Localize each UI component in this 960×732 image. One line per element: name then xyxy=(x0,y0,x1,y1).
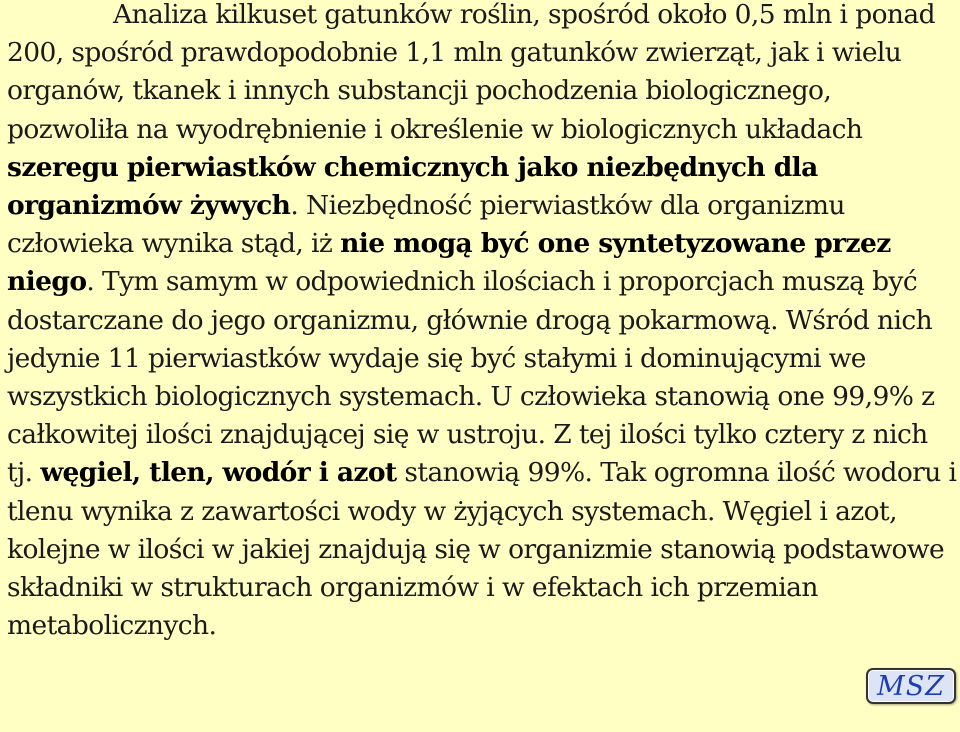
body-paragraph xyxy=(7,0,957,645)
bold-not-synthesized: nie mogą być one syntetyzowane przez niego xyxy=(7,228,891,298)
text-segment-4: stanowią 99%. Tak ogromna ilość wodoru i tlenu wynika z zawartości wody w żyjących systemach. Węgiel i azot, kolejne w ilości w jakiej znajdują się w organizmie stanowią podstawowe składniki w strukturach organizmów i w efektach ich przemian metabolicznych. xyxy=(7,457,957,642)
msz-nav-button[interactable] xyxy=(866,668,956,704)
text-segment-3: . Tym samym w odpowiednich ilościach i proporcjach muszą być dostarczane do jego organizmu, głównie drogą pokarmową. Wśród nich jedynie 11 pierwiastków wydaje się być stałymi i dominującymi we wszystkich biologicznych systemach. U człowieka stanowią one 99,9% z całkowitej ilości znajdującej się w ustroju. Z tej ilości tylko cztery z nich tj. xyxy=(7,266,935,489)
bold-essential-elements: szeregu pierwiastków chemicznych jako niezbędnych dla organizmów żywych xyxy=(7,151,818,222)
msz-button-label: MSZ xyxy=(877,670,945,702)
text-segment-2: . Niezbędność pierwiastków dla organizmu człowieka wynika stąd, iż xyxy=(7,190,845,260)
text-segment-1: Analiza kilkuset gatunków roślin, spośród około 0,5 mln i ponad 200, spośród prawdopodobnie 1,1 mln gatunków zwierząt, jak i wielu organów, tkanek i innych substancji pochodzenia biologicznego, pozwoliła na wyodrębnienie i określenie w biologicznych układach xyxy=(7,0,935,145)
bold-four-elements: węgiel, tlen, wodór i azot xyxy=(40,457,397,489)
